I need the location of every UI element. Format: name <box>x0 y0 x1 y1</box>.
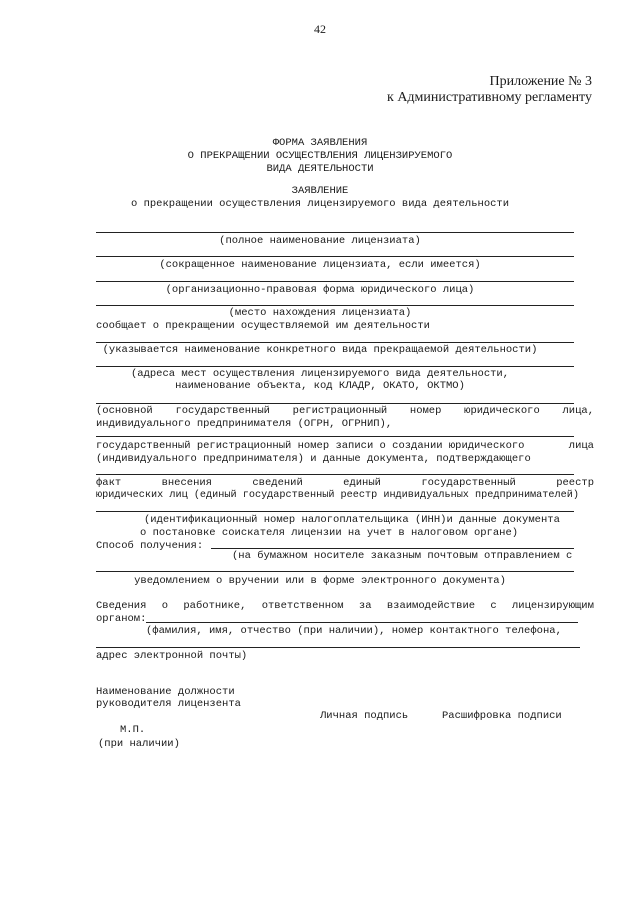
fact-word: факт <box>96 477 122 489</box>
fact-word: единый <box>343 477 381 489</box>
personal-signature-label: Личная подпись <box>320 710 409 722</box>
fact-word: сведений <box>252 477 303 489</box>
regnum-text: государственный регистрационный номер записи о создании юридического <box>96 440 525 452</box>
form-title-line-3: ВИДА ДЕЯТЕЛЬНОСТИ <box>266 163 374 175</box>
email-hint: адрес электронной почты) <box>96 650 248 662</box>
ogrn-word: (основной <box>96 405 153 417</box>
seal-label: М.П. <box>120 724 146 736</box>
ogrn-line[interactable] <box>96 403 574 404</box>
fact-line[interactable] <box>96 474 574 475</box>
statement-subtitle: о прекращении осуществления лицензируемого вида деятельности <box>130 198 510 210</box>
signature-decoding-label: Расшифровка подписи <box>442 710 562 722</box>
ogrn-word: лица, <box>562 405 594 417</box>
inn-line[interactable] <box>96 511 574 512</box>
employee-word: о <box>161 600 169 612</box>
employee-word: с <box>490 600 497 612</box>
full-name-hint: (полное наименование лицензиата) <box>219 235 421 247</box>
method-label: Способ получения: <box>96 540 204 552</box>
employee-word: лицензирующим <box>512 600 594 612</box>
ogrn-hint-line-2: индивидуального предпринимателя (ОГРН, ОГРНИП), <box>96 418 393 430</box>
form-title-line-2: О ПРЕКРАЩЕНИИ ОСУЩЕСТВЛЕНИЯ ЛИЦЕНЗИРУЕМОГО <box>187 150 453 162</box>
employee-input-line[interactable] <box>146 622 578 623</box>
method-second-line[interactable] <box>96 571 574 572</box>
ogrn-word: номер <box>409 405 442 417</box>
page-number: 42 <box>314 22 326 36</box>
employee-line-2: органом: <box>96 613 147 625</box>
activity-type-line[interactable] <box>96 342 574 343</box>
addresses-hint-1: (адреса мест осуществления лицензируемого вида деятельности, <box>130 368 510 380</box>
location-line[interactable] <box>96 305 574 306</box>
addresses-line[interactable] <box>96 366 574 367</box>
form-title-line-1: ФОРМА ЗАЯВЛЕНИЯ <box>272 137 368 149</box>
activity-type-hint: (указывается наименование конкретного вида прекращаемой деятельности) <box>102 344 538 356</box>
ogrn-word: юридического <box>464 405 540 417</box>
ogrn-word: государственный <box>175 405 270 417</box>
regnum-text: лица <box>568 440 594 452</box>
position-title-2: руководителя лицензента <box>96 698 241 710</box>
appendix-reference: к Административному регламенту <box>387 90 592 105</box>
ogrn-hint-line-1 <box>96 405 594 417</box>
reports-text: сообщает о прекращении осуществляемой им деятельности <box>96 320 430 332</box>
short-name-hint: (сокращенное наименование лицензиата, если имеется) <box>159 259 481 271</box>
employee-word: работнике, <box>183 600 247 612</box>
appendix-number: Приложение № 3 <box>489 74 592 89</box>
fio-hint: (фамилия, имя, отчество (при наличии), номер контактного телефона, <box>146 625 562 637</box>
employee-word: Сведения <box>96 600 147 612</box>
inn-hint-2: о постановке соискателя лицензии на учет в налоговом органе) <box>140 527 519 539</box>
seal-note: (при наличии) <box>98 738 180 750</box>
regnum-hint-line-1 <box>96 440 594 452</box>
legal-form-line[interactable] <box>96 281 574 282</box>
employee-word: взаимодействие <box>386 600 476 612</box>
ogrn-word: регистрационный <box>292 405 388 417</box>
fact-word: внесения <box>161 477 212 489</box>
statement-title: ЗАЯВЛЕНИЕ <box>291 185 349 197</box>
fact-word: реестр <box>556 477 594 489</box>
employee-word: ответственном <box>261 600 344 612</box>
method-input-line[interactable] <box>211 548 574 549</box>
inn-hint-1: (идентификационный номер налогоплательщика (ИНН)и данные документа <box>144 514 560 526</box>
position-title-1: Наименование должности <box>96 686 235 698</box>
employee-line-1 <box>96 600 594 612</box>
method-hint-2: уведомлением о вручении или в форме электронного документа) <box>134 575 506 587</box>
appendix-header <box>387 74 592 106</box>
location-hint: (место нахождения лицензиата) <box>228 307 412 319</box>
short-name-line[interactable] <box>96 256 574 257</box>
email-input-line[interactable] <box>96 647 580 648</box>
addresses-hint-2: наименование объекта, код КЛАДР, ОКАТО, ОКТМО) <box>175 380 465 392</box>
regnum-hint-line-2: (индивидуального предпринимателя) и данные документа, подтверждающего <box>96 453 531 465</box>
fact-word: государственный <box>421 477 516 489</box>
legal-form-hint: (организационно-правовая форма юридического лица) <box>165 284 475 296</box>
fact-hint-line-2: юридических лиц (единый государственный реестр индивидуальных предпринимателей) <box>96 490 579 501</box>
method-hint-1: (на бумажном носителе заказным почтовым отправлением с <box>232 550 573 562</box>
full-name-line[interactable] <box>96 232 574 233</box>
employee-word: за <box>358 600 372 612</box>
fact-hint-line-1 <box>96 477 594 489</box>
regnum-line[interactable] <box>96 436 574 437</box>
